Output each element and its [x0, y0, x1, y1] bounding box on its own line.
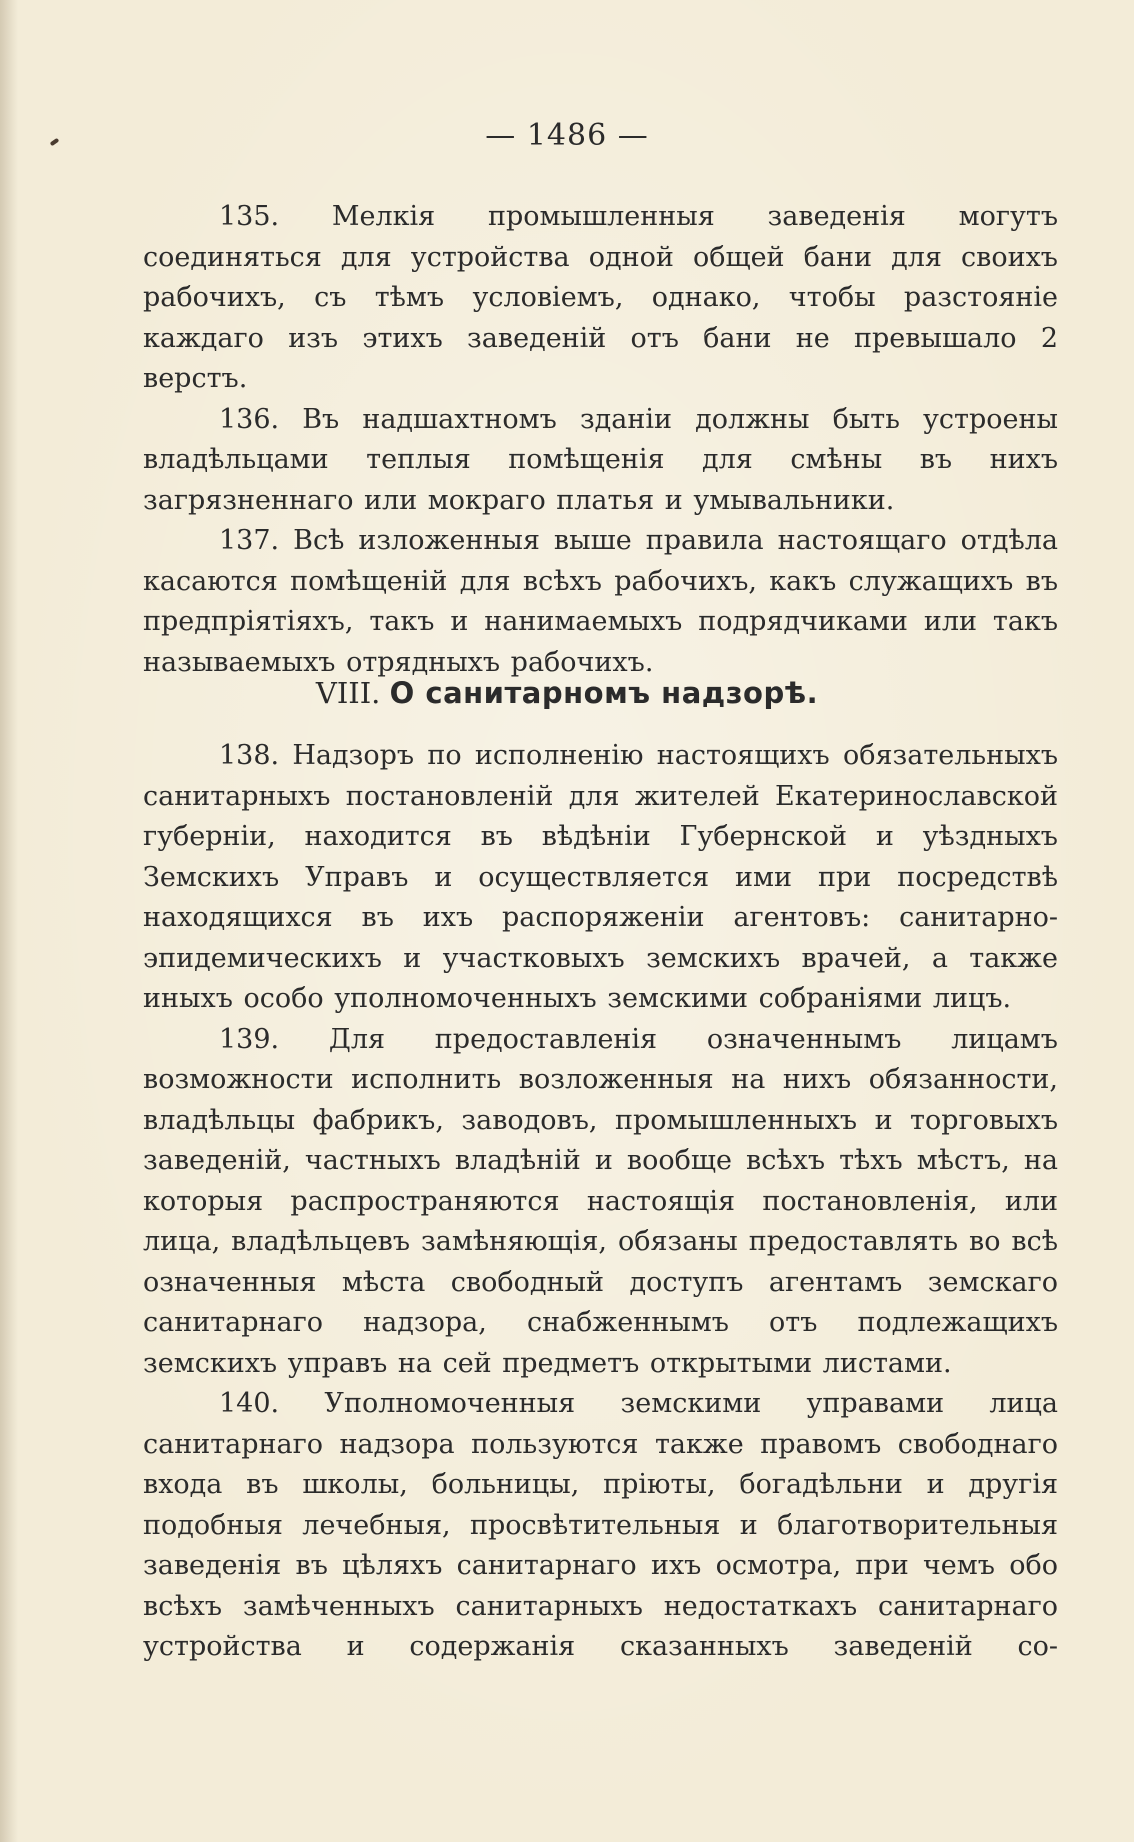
page-number: — 1486 —	[485, 118, 649, 153]
section-title: О санитарномъ надзорѣ.	[389, 676, 819, 710]
text-block-top	[143, 197, 1058, 683]
paragraph-139: 139. Для предоставленія означеннымъ лицамъ возможности исполнить возложенныя на нихъ обязанности, владѣльцы фабрикъ, заводовъ, промышленныхъ и торговыхъ заведеній, частныхъ владѣній и вообще всѣхъ тѣхъ мѣстъ, на которыя распространяются настоящія постановленія, или лица, владѣльцевъ замѣняющія, обязаны предоставлять во всѣ означенныя мѣста свободный доступъ агентамъ земскаго санитарнаго надзора, снабженнымъ отъ подлежащихъ земскихъ управъ на сей предметъ открытыми листами.	[143, 1023, 1058, 1379]
section-number: VIII.	[315, 676, 381, 710]
text-block-bottom	[143, 736, 1058, 1668]
section-heading	[0, 676, 1134, 710]
paragraph-135: 135. Мелкія промышленныя заведенія могутъ соединяться для устройства одной общей бани для своихъ рабочихъ, съ тѣмъ условіемъ, однако, чтобы разстояніе каждаго изъ этихъ заведеній отъ бани не превышало 2 верстъ.	[143, 201, 1058, 394]
paragraph-140: 140. Уполномоченныя земскими управами лица санитарнаго надзора пользуются также правомъ свободнаго входа въ школы, больницы, пріюты, богадѣльни и другія подобныя лечебныя, просвѣтительныя и благотворительныя заведенія въ цѣляхъ санитарнаго ихъ осмотра, при чемъ обо всѣхъ замѣченныхъ санитарныхъ недостаткахъ санитарнаго устройства и содержанія сказанныхъ заведеній со-	[143, 1388, 1058, 1662]
paragraph-138: 138. Надзоръ по исполненію настоящихъ обязательныхъ санитарныхъ постановленій для жителей Екатеринославской губерніи, находится въ вѣдѣніи Губернской и уѣздныхъ Земскихъ Управъ и осуществляется ими при посредствѣ находящихся въ ихъ распоряженіи агентовъ: санитарно-эпидемическихъ и участковыхъ земскихъ врачей, а также иныхъ особо уполномоченныхъ земскими собраніями лицъ.	[143, 740, 1058, 1014]
paragraph-136: 136. Въ надшахтномъ зданіи должны быть устроены владѣльцами теплыя помѣщенія для смѣны въ нихъ загрязненнаго или мокраго платья и умывальники.	[143, 403, 1058, 516]
paragraph-137: 137. Всѣ изложенныя выше правила настоящаго отдѣла касаются помѣщеній для всѣхъ рабочихъ, какъ служащихъ въ предпріятіяхъ, такъ и нанимаемыхъ подрядчиками или такъ называемыхъ отрядныхъ рабочихъ.	[143, 525, 1058, 678]
page-binding-shadow	[0, 0, 18, 1842]
